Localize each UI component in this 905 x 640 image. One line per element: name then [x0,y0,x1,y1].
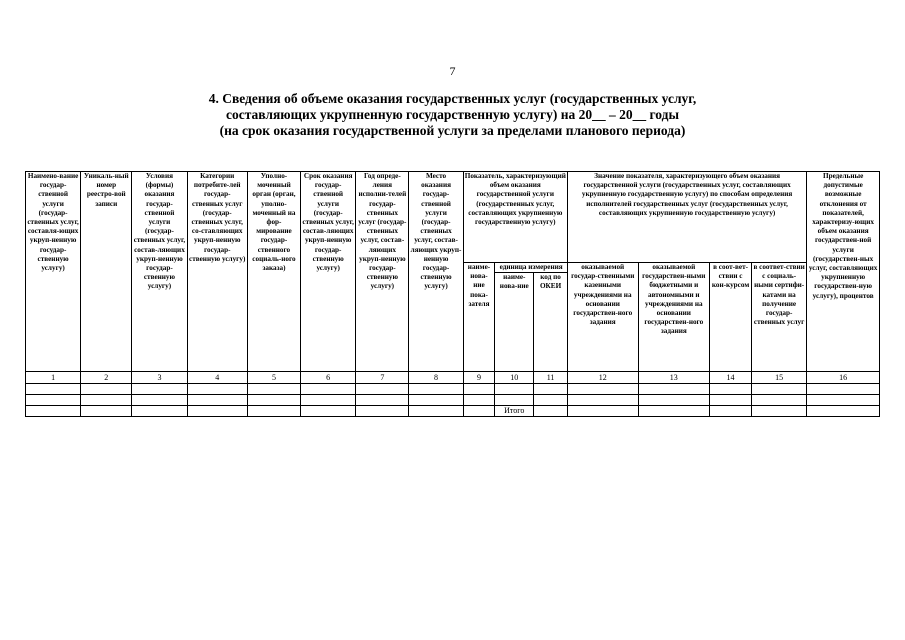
header-value-group: Значение показателя, характеризующего объем оказания государственной услуги (государственных услуг, составляющих укрупненную государственную услугу) по способам определения исполнителей государственных услуг (государственных услуг, составляющих укрупненную государственную услугу) [567,172,806,263]
header-registry-number: Уникаль-ный номер реестро-вой записи [81,172,132,372]
services-volume-table [25,171,880,417]
total-label: Итого [495,406,534,417]
header-competition: в соот-вет-ствии с кон-курсом [710,263,752,372]
heading-line-1: 4. Сведения об объеме оказания государственных услуг (государственных услуг, [208,91,697,106]
heading-line-3: (на срок оказания государственной услуги за пределами планового периода) [219,123,686,138]
column-number: 2 [81,372,132,384]
header-year-of-determination: Год опреде-ления исполни-телей государ-ственных услуг (государ-ственных услуг, состав-ляющих укруп-ненную государ-ственную услугу) [356,172,409,372]
section-heading [0,91,905,139]
page-number: 7 [449,64,456,78]
total-row [26,406,880,417]
column-number: 3 [132,372,187,384]
column-number: 4 [187,372,247,384]
header-social-certificates: в соответ-ствии с социаль-ными сертифи-катами на получение государ-ственных услуг [752,263,807,372]
header-authorized-body: Уполно-моченный орган (орган, уполно-моченный на фор-мирование государ-ственного социаль-ного заказа) [247,172,300,372]
column-number: 14 [710,372,752,384]
column-number: 10 [495,372,534,384]
column-number: 7 [356,372,409,384]
table-row [26,384,880,395]
header-deviation: Предельные допустимые возможные отклонения от показателей, характеризу-ющих объем оказания государствен-ной услуги (государствен-ных услуг, составляющих укрупненную государствен-ную услугу), процентов [807,172,880,372]
header-indicator-name: наиме-нова-ние пока-зателя [463,263,495,372]
header-indicator-group: Показатель, характеризующий объем оказания государственной услуги (государственных услуг, составляющих укрупненную государственную услугу) [463,172,567,263]
header-unit-group: единица измерения [495,263,568,273]
column-number: 6 [301,372,356,384]
column-number: 11 [534,372,568,384]
header-service-term: Срок оказания государ-ственной услуги (государ-ственных услуг, состав-ляющих укруп-ненную государ-ственную услугу) [301,172,356,372]
column-number: 5 [247,372,300,384]
column-number: 16 [807,372,880,384]
header-conditions: Условия (формы) оказания государ-ственной услуги (государ-ственных услуг, состав-ляющих укруп-ненную государ-ственную услугу) [132,172,187,372]
header-budget-institutions: оказываемой государствен-ными бюджетными и автономными и учреждениями на основании государствен-ного задания [638,263,710,372]
table-row [26,395,880,406]
column-number: 8 [409,372,463,384]
column-number: 1 [26,372,81,384]
column-number: 13 [638,372,710,384]
column-number: 15 [752,372,807,384]
header-okei-code: код по ОКЕИ [534,273,568,372]
header-service-name: Наимено-вание государ-ственной услуги (государ-ственных услуг, составля-ющих укруп-ненную государ-ственную услугу) [26,172,81,372]
header-state-institutions: оказываемой государ-ственными казенными учреждениями на основании государствен-ного задания [567,263,638,372]
heading-line-2: составляющих укрупненную государственную услугу) на 20__ – 20__ годы [226,107,679,122]
header-unit-name: наиме-нова-ние [495,273,534,372]
column-number: 9 [463,372,495,384]
header-consumer-categories: Категории потребите-лей государ-ственных услуг (государ-ственных услуг, со-ставляющих укруп-ненную государ-ственную услугу) [187,172,247,372]
column-number: 12 [567,372,638,384]
header-place: Место оказания государ-ственной услуги (государ-ственных услуг, состав-ляющих укруп-ненную государ-ственную услугу) [409,172,463,372]
